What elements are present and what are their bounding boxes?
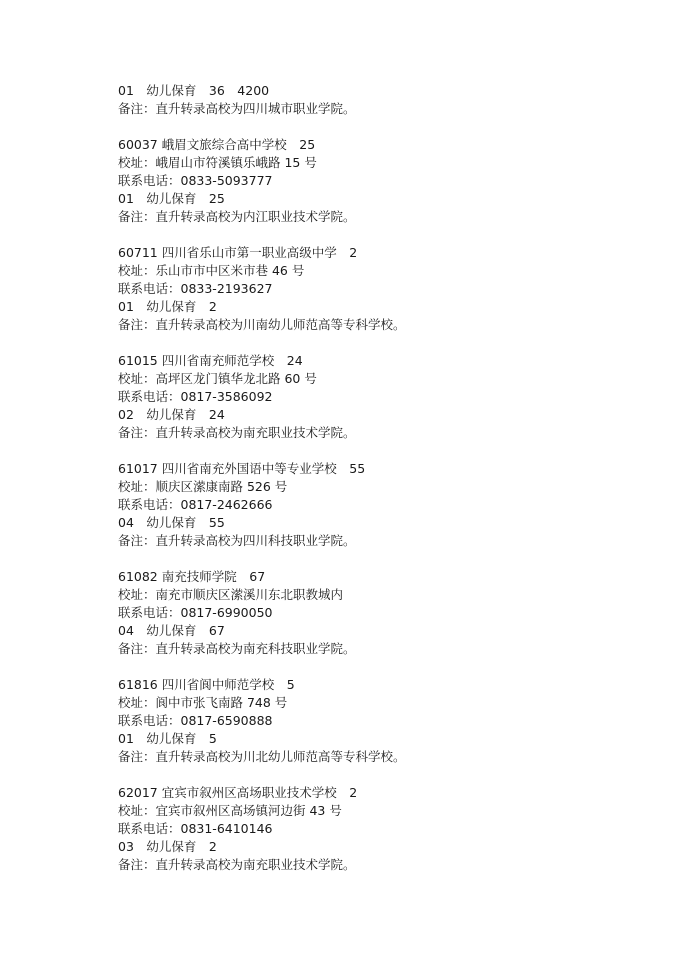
note-line: 备注：直升转录高校为四川城市职业学院。 [118, 101, 356, 116]
note-line: 备注：直升转录高校为南充科技职业学院。 [118, 641, 356, 656]
school-address: 校址：乐山市市中区米市巷 46 号 [118, 263, 305, 278]
note-line: 备注：直升转录高校为四川科技职业学院。 [118, 533, 356, 548]
program-line: 02 幼儿保育 24 [118, 407, 225, 422]
school-block [118, 460, 638, 550]
document-content [118, 82, 638, 874]
school-header: 61082 南充技师学院 67 [118, 569, 266, 584]
school-address: 校址：南充市顺庆区潆溪川东北职教城内 [118, 587, 344, 602]
school-phone: 联系电话：0833-2193627 [118, 281, 273, 296]
school-block [118, 568, 638, 658]
school-block [118, 244, 638, 334]
school-block [118, 136, 638, 226]
intro-block [118, 82, 638, 118]
program-line: 01 幼儿保育 25 [118, 191, 225, 206]
school-header: 61015 四川省南充师范学校 24 [118, 353, 303, 368]
program-line: 01 幼儿保育 5 [118, 731, 217, 746]
school-address: 校址：高坪区龙门镇华龙北路 60 号 [118, 371, 317, 386]
program-line: 04 幼儿保育 67 [118, 623, 225, 638]
school-phone: 联系电话：0817-3586092 [118, 389, 273, 404]
program-line: 04 幼儿保育 55 [118, 515, 225, 530]
note-line: 备注：直升转录高校为川南幼儿师范高等专科学校。 [118, 317, 406, 332]
school-block [118, 352, 638, 442]
school-address: 校址：峨眉山市符溪镇乐峨路 15 号 [118, 155, 317, 170]
program-line: 01 幼儿保育 2 [118, 299, 217, 314]
program-line: 03 幼儿保育 2 [118, 839, 217, 854]
school-phone: 联系电话：0833-5093777 [118, 173, 273, 188]
school-address: 校址：阆中市张飞南路 748 号 [118, 695, 288, 710]
program-line: 01 幼儿保育 36 4200 [118, 83, 270, 98]
school-address: 校址：顺庆区潆康南路 526 号 [118, 479, 288, 494]
school-phone: 联系电话：0817-6990050 [118, 605, 273, 620]
school-phone: 联系电话：0831-6410146 [118, 821, 273, 836]
school-phone: 联系电话：0817-2462666 [118, 497, 273, 512]
school-header: 60711 四川省乐山市第一职业高级中学 2 [118, 245, 358, 260]
note-line: 备注：直升转录高校为南充职业技术学院。 [118, 857, 356, 872]
note-line: 备注：直升转录高校为南充职业技术学院。 [118, 425, 356, 440]
school-header: 61017 四川省南充外国语中等专业学校 55 [118, 461, 366, 476]
school-block [118, 676, 638, 766]
school-address: 校址：宜宾市叙州区高场镇河边街 43 号 [118, 803, 342, 818]
school-block [118, 784, 638, 874]
school-header: 62017 宜宾市叙州区高场职业技术学校 2 [118, 785, 358, 800]
school-phone: 联系电话：0817-6590888 [118, 713, 273, 728]
school-header: 60037 峨眉文旅综合高中学校 25 [118, 137, 316, 152]
note-line: 备注：直升转录高校为川北幼儿师范高等专科学校。 [118, 749, 406, 764]
school-header: 61816 四川省阆中师范学校 5 [118, 677, 295, 692]
note-line: 备注：直升转录高校为内江职业技术学院。 [118, 209, 356, 224]
